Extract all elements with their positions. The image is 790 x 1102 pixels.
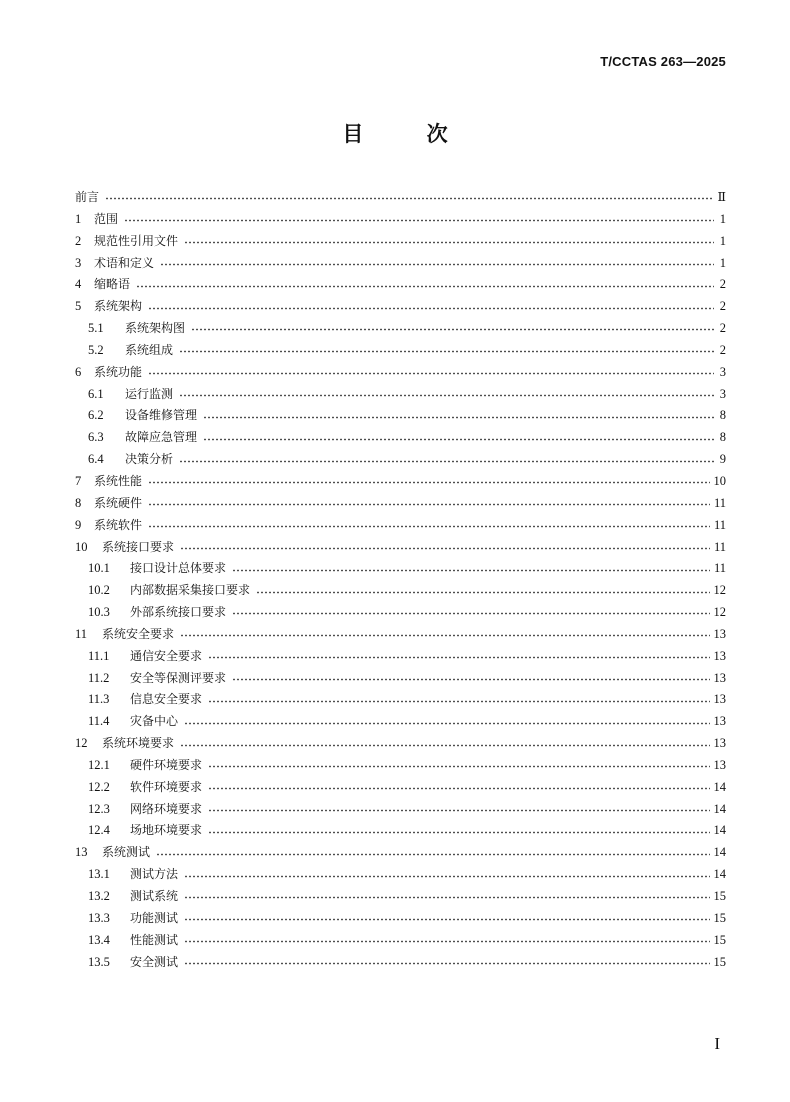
toc-entry-title: 故障应急管理	[125, 430, 198, 445]
toc-entry-title: 系统架构	[94, 299, 143, 314]
toc-entry-number: 6.3	[88, 430, 104, 445]
toc-leader-dots	[124, 219, 714, 222]
toc-leader-dots	[148, 525, 710, 528]
toc-leader-dots	[208, 831, 709, 834]
toc-entry-page: 2	[719, 321, 726, 336]
toc-leader-dots	[180, 547, 710, 550]
toc-entry-number: 4	[75, 277, 82, 292]
toc-leader-dots	[105, 197, 713, 200]
toc-entry-title: 软件环境要求	[130, 779, 203, 794]
toc-entry-title: 前言	[75, 190, 100, 204]
toc-entry-number: 2	[75, 233, 82, 248]
toc-entry[interactable]	[75, 952, 726, 974]
toc-entry-title: 系统安全要求	[102, 626, 175, 641]
toc-entry-page: 13	[713, 757, 726, 772]
toc-entry-page: 15	[713, 889, 726, 903]
toc-entry[interactable]	[75, 602, 726, 624]
toc-entry-page: 13	[713, 736, 726, 751]
toc-entry-number: 10.1	[88, 561, 110, 576]
toc-entry[interactable]	[75, 537, 726, 559]
toc-leader-dots	[156, 853, 709, 856]
toc-entry-page: 3	[719, 364, 726, 379]
toc-entry-title: 运行监测	[125, 386, 174, 401]
toc-entry-number: 12	[75, 736, 88, 751]
toc-entry-page: 8	[719, 430, 726, 445]
toc-entry-number: 6.1	[88, 386, 104, 401]
toc-entry-number: 11.2	[88, 670, 110, 685]
toc-leader-dots	[208, 765, 709, 768]
toc-entry-title: 场地环境要求	[130, 823, 203, 838]
toc-entry-page: 11	[713, 517, 726, 532]
toc-entry-title: 系统性能	[94, 473, 143, 488]
toc-entry[interactable]	[75, 580, 726, 602]
toc-entry-title: 缩略语	[94, 277, 131, 292]
toc-entry[interactable]	[75, 209, 726, 231]
toc-leader-dots	[208, 809, 709, 812]
toc-entry-number: 10.2	[88, 583, 110, 598]
toc-entry-number: 11.1	[88, 648, 110, 663]
table-of-contents	[75, 187, 726, 973]
toc-entry-title: 外部系统接口要求	[130, 605, 227, 620]
page-number: I	[714, 1034, 720, 1053]
toc-entry[interactable]	[75, 384, 726, 406]
toc-entry-number: 5.2	[88, 342, 104, 357]
toc-entry[interactable]	[75, 733, 726, 755]
toc-entry[interactable]	[75, 449, 726, 471]
toc-entry-title: 网络环境要求	[130, 801, 203, 816]
toc-leader-dots	[179, 394, 714, 397]
toc-entry-title: 硬件环境要求	[130, 757, 203, 772]
toc-entry-title: 内部数据采集接口要求	[130, 583, 251, 598]
toc-leader-dots	[232, 569, 710, 572]
toc-entry-page: 15	[713, 954, 726, 969]
toc-entry[interactable]	[75, 362, 726, 384]
toc-entry[interactable]	[75, 646, 726, 668]
toc-leader-dots	[136, 285, 714, 288]
toc-entry-number: 12.1	[88, 757, 110, 772]
toc-entry-page: 13	[713, 648, 726, 663]
toc-entry-number: 10	[75, 539, 88, 554]
toc-entry[interactable]	[75, 668, 726, 690]
toc-entry-number: 13.3	[88, 910, 110, 925]
toc-entry[interactable]	[75, 253, 726, 275]
toc-entry[interactable]	[75, 908, 726, 930]
toc-entry-page: 11	[713, 561, 726, 576]
toc-leader-dots	[148, 481, 709, 484]
toc-entry[interactable]	[75, 711, 726, 733]
toc-leader-dots	[203, 438, 714, 441]
toc-entry-number: 7	[75, 473, 82, 488]
toc-leader-dots	[179, 460, 714, 463]
toc-entry-title: 设备维修管理	[125, 408, 198, 423]
toc-entry[interactable]	[75, 427, 726, 449]
toc-leader-dots	[148, 503, 710, 506]
toc-entry-page: 11	[713, 539, 726, 554]
toc-entry-title: 规范性引用文件	[94, 233, 179, 248]
toc-entry-number: 12.4	[88, 823, 110, 838]
toc-leader-dots	[160, 263, 714, 266]
toc-entry[interactable]	[75, 493, 726, 515]
toc-leader-dots	[184, 722, 709, 725]
toc-entry-number: 13.1	[88, 867, 110, 882]
toc-leader-dots	[148, 307, 714, 310]
toc-leader-dots	[184, 896, 709, 899]
toc-entry[interactable]	[75, 558, 726, 580]
toc-leader-dots	[184, 875, 709, 878]
toc-entry-title: 系统硬件	[94, 495, 143, 510]
toc-entry-page: 1	[719, 255, 726, 270]
toc-entry-number: 10.3	[88, 605, 110, 620]
toc-entry-page: 13	[713, 714, 726, 729]
page-title: 目 次	[342, 122, 476, 146]
toc-entry-page: 14	[713, 867, 726, 882]
toc-entry-page: 2	[719, 299, 726, 314]
toc-entry-number: 3	[75, 255, 82, 270]
toc-entry[interactable]	[75, 231, 726, 253]
toc-entry-page: 13	[713, 692, 726, 707]
toc-entry-page: 15	[713, 910, 726, 925]
toc-entry-number: 13	[75, 845, 88, 860]
toc-entry-page: 11	[713, 495, 726, 510]
toc-leader-dots	[184, 940, 709, 943]
toc-entry-number: 8	[75, 495, 82, 510]
toc-leader-dots	[180, 744, 709, 747]
toc-entry-page: Ⅱ	[717, 190, 726, 204]
toc-entry-title: 系统软件	[94, 517, 143, 532]
toc-entry-title: 决策分析	[125, 452, 174, 467]
toc-entry-page: 12	[713, 583, 726, 598]
toc-leader-dots	[232, 678, 709, 681]
toc-entry-page: 2	[719, 342, 726, 357]
toc-entry[interactable]	[75, 515, 726, 537]
toc-entry-title: 系统架构图	[125, 321, 186, 336]
toc-entry-title: 安全测试	[130, 954, 179, 969]
toc-entry-number: 6.4	[88, 452, 104, 467]
toc-entry-page: 15	[713, 932, 726, 947]
toc-entry-page: 9	[719, 452, 726, 467]
toc-leader-dots	[208, 787, 709, 790]
toc-entry-page: 12	[713, 605, 726, 620]
toc-leader-dots	[232, 612, 709, 615]
toc-leader-dots	[208, 700, 709, 703]
toc-entry-page: 8	[719, 408, 726, 423]
toc-entry[interactable]	[75, 777, 726, 799]
toc-leader-dots	[184, 918, 709, 921]
toc-entry-title: 测试系统	[130, 889, 179, 903]
toc-entry[interactable]	[75, 689, 726, 711]
toc-entry-number: 5	[75, 299, 82, 314]
toc-entry-number: 9	[75, 517, 82, 532]
toc-leader-dots	[191, 328, 714, 331]
toc-entry[interactable]	[75, 930, 726, 952]
toc-entry-number: 5.1	[88, 321, 104, 336]
toc-entry-number: 13.5	[88, 954, 110, 969]
toc-entry-number: 6.2	[88, 408, 104, 423]
toc-entry[interactable]	[75, 799, 726, 821]
toc-entry[interactable]	[75, 296, 726, 318]
toc-entry[interactable]	[75, 340, 726, 362]
toc-entry[interactable]	[75, 274, 726, 296]
toc-entry-page: 14	[713, 779, 726, 794]
toc-entry-number: 12.3	[88, 801, 110, 816]
toc-entry-title: 系统接口要求	[102, 539, 175, 554]
document-code: T/CCTAS 263—2025	[600, 54, 726, 69]
toc-entry-number: 13.4	[88, 932, 110, 947]
toc-entry-number: 11.3	[88, 692, 110, 707]
toc-entry-title: 接口设计总体要求	[130, 561, 227, 576]
toc-leader-dots	[208, 656, 709, 659]
toc-entry-title: 测试方法	[130, 867, 179, 882]
toc-entry-title: 安全等保测评要求	[130, 670, 227, 685]
toc-entry-title: 系统环境要求	[102, 736, 175, 751]
toc-entry[interactable]	[75, 471, 726, 493]
toc-entry-title: 术语和定义	[94, 255, 155, 270]
toc-entry[interactable]	[75, 187, 726, 209]
toc-entry-number: 13.2	[88, 889, 110, 903]
toc-entry[interactable]	[75, 624, 726, 646]
toc-leader-dots	[180, 634, 709, 637]
toc-leader-dots	[256, 591, 709, 594]
toc-entry[interactable]	[75, 318, 726, 340]
toc-entry[interactable]	[75, 820, 726, 842]
toc-leader-dots	[148, 372, 714, 375]
toc-entry-number: 12.2	[88, 779, 110, 794]
toc-entry-title: 通信安全要求	[130, 648, 203, 663]
toc-entry[interactable]	[75, 864, 726, 886]
toc-leader-dots	[179, 350, 714, 353]
toc-entry-title: 系统功能	[94, 364, 143, 379]
toc-entry-title: 性能测试	[130, 932, 179, 947]
toc-entry[interactable]	[75, 842, 726, 864]
toc-entry-number: 6	[75, 364, 82, 379]
toc-entry-page: 3	[719, 386, 726, 401]
toc-entry-page: 14	[713, 823, 726, 838]
toc-entry-page: 13	[713, 626, 726, 641]
toc-entry-title: 灾备中心	[130, 714, 179, 729]
toc-leader-dots	[203, 416, 714, 419]
toc-entry-page: 1	[719, 233, 726, 248]
toc-entry-page: 1	[719, 211, 726, 226]
toc-entry-page: 10	[713, 473, 726, 488]
toc-entry-title: 范围	[94, 211, 119, 226]
toc-entry-title: 信息安全要求	[130, 692, 203, 707]
toc-entry[interactable]	[75, 405, 726, 427]
toc-entry-page: 14	[713, 801, 726, 816]
toc-entry-page: 13	[713, 670, 726, 685]
toc-entry-number: 11.4	[88, 714, 110, 729]
toc-entry-title: 系统测试	[102, 845, 151, 860]
toc-entry-title: 功能测试	[130, 910, 179, 925]
toc-entry-title: 系统组成	[125, 342, 174, 357]
toc-entry-number: 11	[75, 626, 88, 641]
toc-entry[interactable]	[75, 886, 726, 908]
toc-entry-page: 2	[719, 277, 726, 292]
toc-entry[interactable]	[75, 755, 726, 777]
toc-leader-dots	[184, 241, 714, 244]
toc-entry-number: 1	[75, 211, 82, 226]
toc-entry-page: 14	[713, 845, 726, 860]
toc-leader-dots	[184, 962, 709, 965]
